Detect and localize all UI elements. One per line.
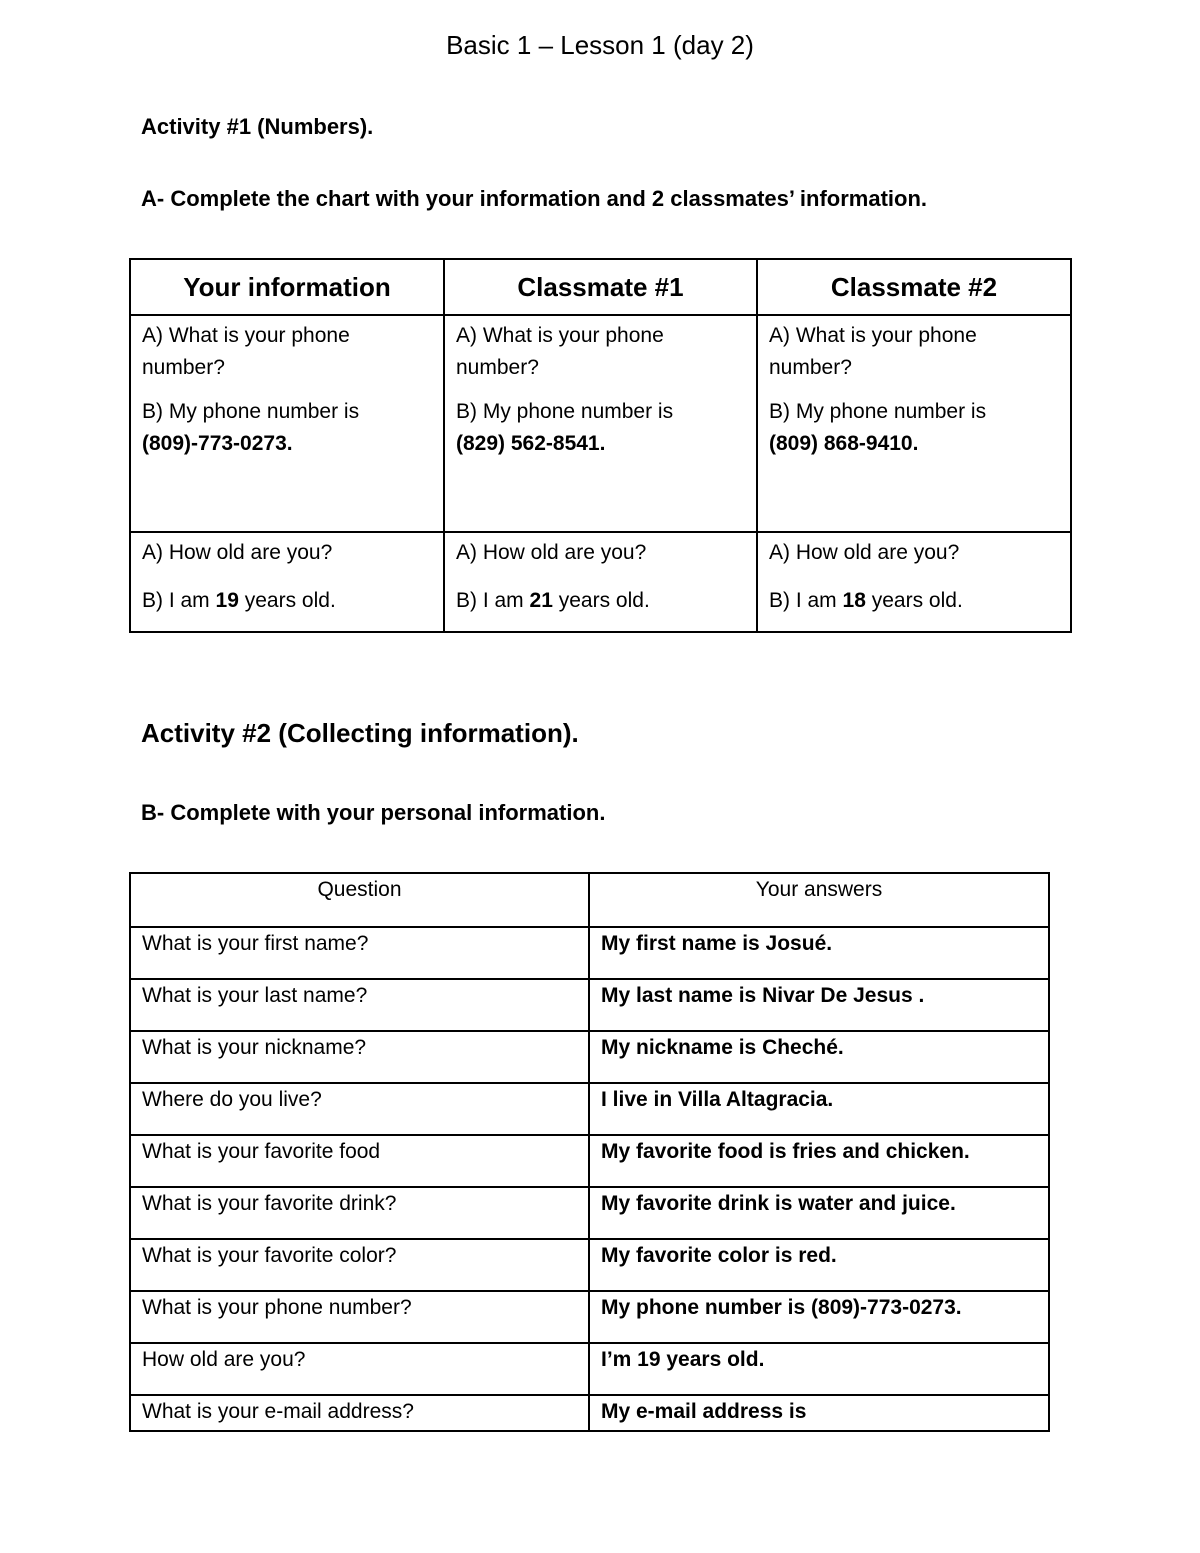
question-cell: How old are you? xyxy=(130,1343,589,1395)
answer-cell: I live in Villa Altagracia. xyxy=(589,1083,1049,1135)
phone-cell-classmate-1 xyxy=(444,315,757,532)
phone-number-value: (809)-773-0273. xyxy=(142,432,293,455)
personal-info-table xyxy=(129,872,1050,1432)
age-answer xyxy=(142,585,433,617)
table-row xyxy=(130,1187,1049,1239)
phone-cell-classmate-2 xyxy=(757,315,1071,532)
age-suffix: years old. xyxy=(871,589,963,612)
question-cell: What is your e-mail address? xyxy=(130,1395,589,1431)
chart-header: Your information xyxy=(130,259,444,315)
answer-cell: My last name is Nivar De Jesus . xyxy=(589,979,1049,1031)
answer-cell: I’m 19 years old. xyxy=(589,1343,1049,1395)
answer-cell: My favorite food is fries and chicken. xyxy=(589,1135,1049,1187)
age-prefix: B) I am xyxy=(769,589,837,612)
table-row xyxy=(130,1031,1049,1083)
phone-answer-prefix: B) My phone number is xyxy=(456,400,674,423)
answer-cell: My favorite color is red. xyxy=(589,1239,1049,1291)
question-cell: Where do you live? xyxy=(130,1083,589,1135)
table-row xyxy=(130,1135,1049,1187)
question-cell: What is your first name? xyxy=(130,927,589,979)
table-row xyxy=(130,1395,1049,1431)
question-header: Question xyxy=(130,873,589,927)
table-row xyxy=(130,1343,1049,1395)
table-row xyxy=(130,927,1049,979)
answer-cell: My favorite drink is water and juice. xyxy=(589,1187,1049,1239)
question-cell: What is your nickname? xyxy=(130,1031,589,1083)
phone-question: A) What is your phone number? xyxy=(769,324,977,379)
question-cell: What is your favorite drink? xyxy=(130,1187,589,1239)
answer-cell: My phone number is (809)-773-0273. xyxy=(589,1291,1049,1343)
answers-header: Your answers xyxy=(589,873,1049,927)
answer-cell: My nickname is Cheché. xyxy=(589,1031,1049,1083)
age-suffix: years old. xyxy=(244,589,336,612)
age-question: A) How old are you? xyxy=(456,541,647,564)
activity-2-instruction: B- Complete with your personal information. xyxy=(141,800,606,825)
table-row xyxy=(130,979,1049,1031)
age-prefix: B) I am xyxy=(456,589,524,612)
page-title: Basic 1 – Lesson 1 (day 2) xyxy=(446,30,754,60)
phone-question: A) What is your phone number? xyxy=(142,324,350,379)
answer-cell: My e-mail address is xyxy=(589,1395,1049,1431)
table-row xyxy=(130,1291,1049,1343)
age-prefix: B) I am xyxy=(142,589,210,612)
question-cell: What is your phone number? xyxy=(130,1291,589,1343)
activity-2-heading: Activity #2 (Collecting information). xyxy=(141,718,579,748)
phone-answer-prefix: B) My phone number is xyxy=(769,400,987,423)
phone-number-value: (829) 562-8541. xyxy=(456,432,606,455)
age-value: 19 xyxy=(215,589,239,612)
age-answer xyxy=(456,585,746,617)
activity-1-heading: Activity #1 (Numbers). xyxy=(141,114,374,139)
table-row xyxy=(130,1239,1049,1291)
chart-header: Classmate #1 xyxy=(444,259,757,315)
chart-header: Classmate #2 xyxy=(757,259,1071,315)
age-suffix: years old. xyxy=(558,589,650,612)
age-value: 21 xyxy=(529,589,553,612)
age-cell-classmate-2 xyxy=(757,532,1071,632)
age-value: 18 xyxy=(842,589,866,612)
question-cell: What is your last name? xyxy=(130,979,589,1031)
age-question: A) How old are you? xyxy=(142,541,333,564)
question-cell: What is your favorite color? xyxy=(130,1239,589,1291)
table-row xyxy=(130,1083,1049,1135)
answer-cell: My first name is Josué. xyxy=(589,927,1049,979)
age-cell-you xyxy=(130,532,444,632)
phone-answer-prefix: B) My phone number is xyxy=(142,400,360,423)
question-cell: What is your favorite food xyxy=(130,1135,589,1187)
phone-cell-you xyxy=(130,315,444,532)
age-answer xyxy=(769,585,1060,617)
phone-question: A) What is your phone number? xyxy=(456,324,664,379)
activity-1-instruction: A- Complete the chart with your information and 2 classmates’ information. xyxy=(141,186,928,211)
phone-number-value: (809) 868-9410. xyxy=(769,432,919,455)
classmates-chart xyxy=(129,258,1072,633)
age-cell-classmate-1 xyxy=(444,532,757,632)
age-question: A) How old are you? xyxy=(769,541,960,564)
